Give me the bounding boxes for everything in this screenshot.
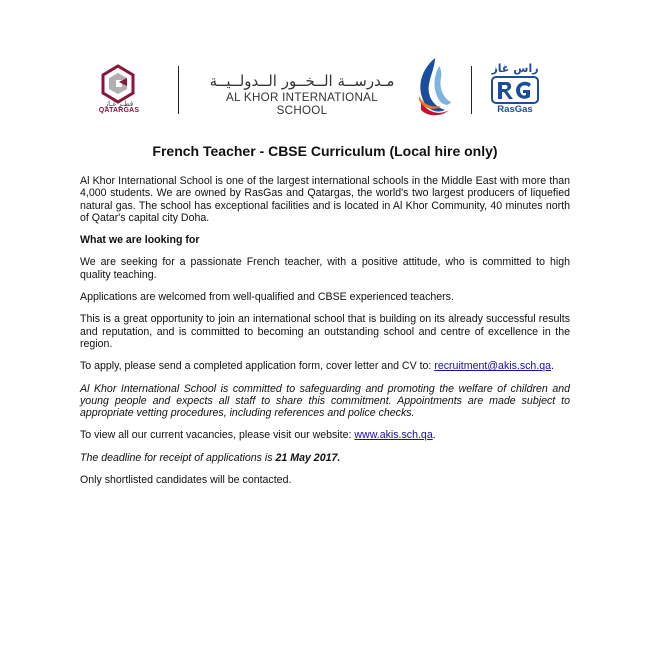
apply-end: . xyxy=(551,360,554,373)
apply-text: To apply, please send a completed application form, cover letter and CV to: xyxy=(80,360,432,373)
applications-paragraph: Applications are welcomed from well-qualified and CBSE experienced teachers. xyxy=(80,291,454,304)
job-advert xyxy=(80,143,570,496)
safeguarding-paragraph: Al Khor International School is committed to safeguarding and promoting the welfare of children and young people and expects all staff to share this commitment. Appointments are made subject to appropriate vetting procedures, including references and police checks. xyxy=(80,382,570,420)
rasgas-rg-logo-icon xyxy=(491,76,539,104)
letterhead xyxy=(0,0,650,130)
header-divider xyxy=(471,66,472,114)
intro-paragraph: Al Khor International School is one of the largest international schools in the Middle East with more than 4,000 students. We are owned by RasGas and Qatargas, the world's two largest producers of liquefied natural gas. The school has exceptional facilities and is located in Al Khor Community, 40 minutes north of Qatar's capital city Doha. xyxy=(80,175,570,224)
deadline-paragraph xyxy=(80,452,570,464)
recruitment-email-link[interactable]: recruitment@akis.sch.qa xyxy=(434,360,552,373)
opportunity-paragraph: This is a great opportunity to join an international school that is building on its already successful results and reputation, and is committed to becoming an outstanding school and centre of excellence in the region. xyxy=(80,313,570,350)
vacancies-end: . xyxy=(432,429,436,442)
rasgas-name: RasGas xyxy=(497,104,533,115)
deadline-text: The deadline for receipt of applications is xyxy=(80,451,273,464)
header-divider xyxy=(178,66,179,114)
website-link[interactable]: www.akis.sch.qa xyxy=(354,429,433,442)
section-heading: What we are looking for xyxy=(80,234,200,247)
school-flame-logo-icon xyxy=(413,56,453,118)
vacancies-paragraph xyxy=(80,429,570,441)
deadline-date: 21 May 2017. xyxy=(275,451,341,464)
qatargas-arabic-name: قطـر غـاز xyxy=(104,100,134,108)
qatargas-name: QATARGAS xyxy=(98,107,140,114)
school-name: AL KHOR INTERNATIONAL SCHOOL xyxy=(226,91,378,117)
page-title: French Teacher - CBSE Curriculum (Local hire only) xyxy=(152,143,498,159)
shortlist-paragraph: Only shortlisted candidates will be contacted. xyxy=(80,474,292,487)
seeking-paragraph: We are seeking for a passionate French teacher, with a positive attitude, who is committed to high quality teaching. xyxy=(80,256,570,281)
apply-paragraph xyxy=(80,360,570,372)
rasgas-arabic-name: راس غاز xyxy=(491,62,539,75)
vacancies-text: To view all our current vacancies, please visit our website: xyxy=(80,429,352,442)
school-arabic-name: مـدرســة الــخــور الــدولــيــة xyxy=(209,72,395,90)
